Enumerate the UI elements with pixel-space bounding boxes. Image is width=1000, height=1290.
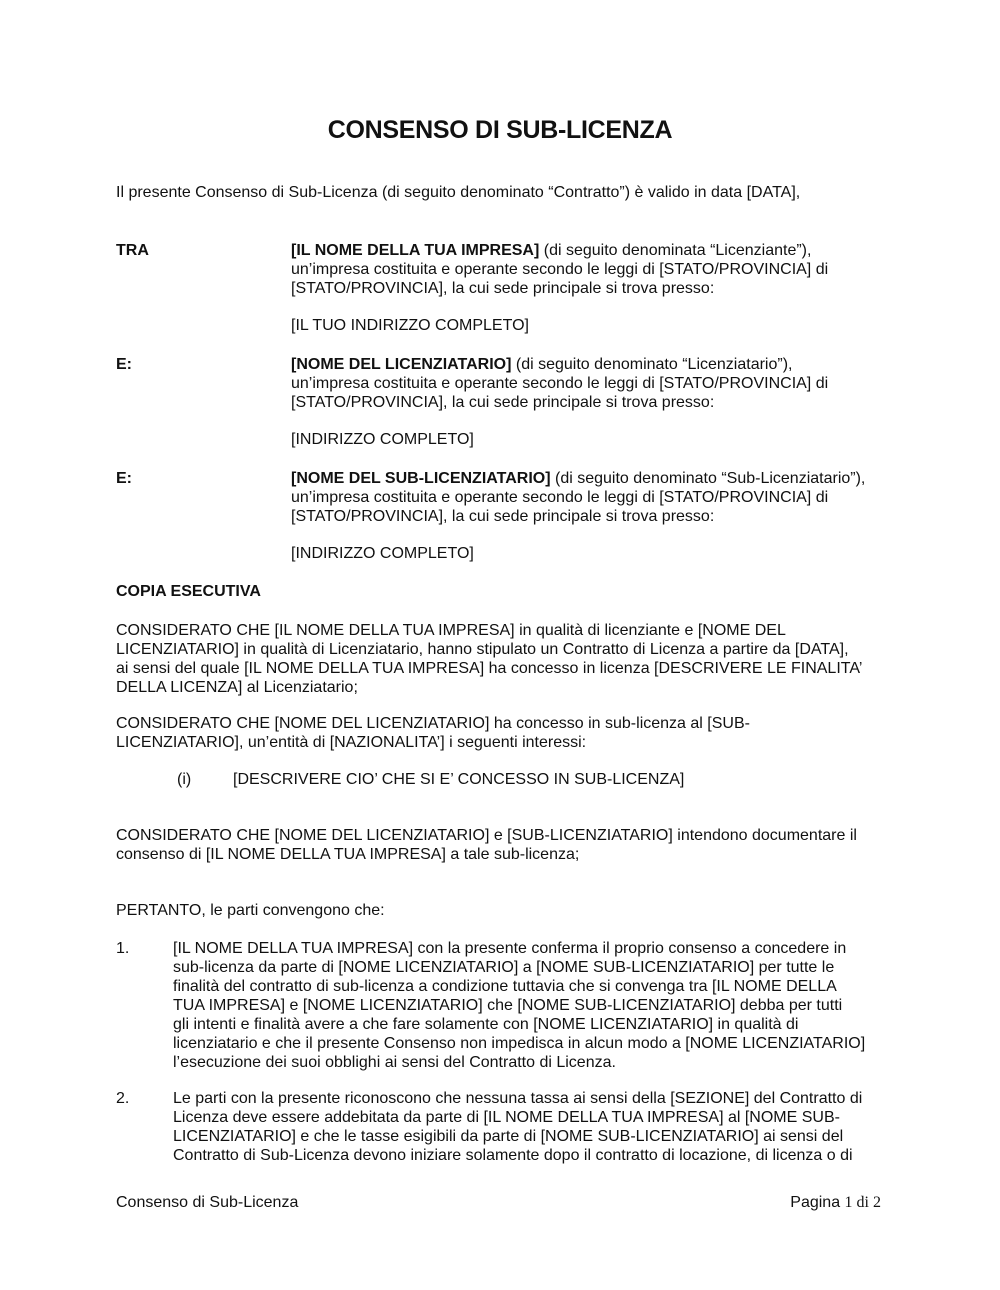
document-title: CONSENSO DI SUB-LICENZA — [327, 116, 673, 144]
party-licensor-line1 — [291, 241, 811, 261]
subitem-text: [DESCRIVERE CIO’ CHE SI E’ CONCESSO IN SUB-LICENZA] — [233, 771, 685, 788]
licensor-name: [IL NOME DELLA TUA IMPRESA] — [291, 242, 540, 259]
recital3-line: CONSIDERATO CHE [NOME DEL LICENZIATARIO] e [SUB-LICENZIATARIO] intendono documentare il — [116, 827, 857, 844]
intro-paragraph: Il presente Consenso di Sub-Licenza (di seguito denominato “Contratto”) è valido in data [DATA], — [116, 184, 801, 201]
footer-document-name: Consenso di Sub-Licenza — [116, 1194, 299, 1211]
party-label-sublicensee: E: — [116, 470, 132, 487]
clause-1-line: licenziatario e che il presente Consenso non impedisca in alcun modo a [NOME LICENZIATARIO] — [173, 1035, 866, 1052]
party-sublicensee-line1 — [291, 469, 865, 489]
licensee-name: [NOME DEL LICENZIATARIO] — [291, 356, 512, 373]
recital1-line: LICENZIATARIO] in qualità di Licenziatario, hanno stipulato un Contratto di Licenza a partire da [DATA], — [116, 641, 849, 658]
party-sublicensee-address: [INDIRIZZO COMPLETO] — [291, 545, 474, 562]
sublicensee-name-suffix: (di seguito denominato “Sub-Licenziatario”), — [550, 470, 866, 487]
licensor-name-suffix: (di seguito denominata “Licenziante”), — [539, 242, 812, 259]
recital2-line: LICENZIATARIO], un’entità di [NAZIONALITA’] i seguenti interessi: — [116, 734, 587, 751]
party-licensee-line3: [STATO/PROVINCIA], la cui sede principale si trova presso: — [291, 394, 715, 411]
clause-2-line: Licenza deve essere addebitata da parte di [IL NOME DELLA TUA IMPRESA] al [NOME SUB- — [173, 1109, 840, 1126]
clause-1-number: 1. — [116, 940, 130, 957]
party-label-licensor: TRA — [116, 242, 149, 259]
party-licensee-address: [INDIRIZZO COMPLETO] — [291, 431, 474, 448]
party-licensor-address: [IL TUO INDIRIZZO COMPLETO] — [291, 317, 529, 334]
sublicensee-name: [NOME DEL SUB-LICENZIATARIO] — [291, 470, 551, 487]
recital1-line: ai sensi del quale [IL NOME DELLA TUA IMPRESA] ha concesso in licenza [DESCRIVERE LE FINALITA’ — [116, 660, 863, 677]
clause-2-number: 2. — [116, 1090, 130, 1107]
clause-1-line: TUA IMPRESA] e [NOME LICENZIATARIO] che [NOME SUB-LICENZIATARIO] debba per tutti — [173, 997, 843, 1014]
page-total: 2 — [873, 1194, 881, 1211]
recital2-line: CONSIDERATO CHE [NOME DEL LICENZIATARIO] ha concesso in sub-licenza al [SUB- — [116, 715, 750, 732]
party-sublicensee-line3: [STATO/PROVINCIA], la cui sede principale si trova presso: — [291, 508, 715, 525]
clause-1-line: finalità del contratto di sub-licenza a condizione tuttavia che si convenga tra [IL NOME DELLA — [173, 978, 837, 995]
clause-2-line: LICENZIATARIO] e che le tasse esigibili da parte di [NOME SUB-LICENZIATARIO] ai sensi del — [173, 1128, 844, 1145]
party-licensor-line3: [STATO/PROVINCIA], la cui sede principale si trova presso: — [291, 280, 715, 297]
party-licensee-line2: un’impresa costituita e operante secondo le leggi di [STATO/PROVINCIA] di — [291, 375, 829, 392]
recital1-line: CONSIDERATO CHE [IL NOME DELLA TUA IMPRESA] in qualità di licenziante e [NOME DEL — [116, 622, 786, 639]
clause-1-line: gli intenti e finalità avere a che fare solamente con [NOME LICENZIATARIO] in qualità di — [173, 1016, 799, 1033]
licensee-name-suffix: (di seguito denominato “Licenziatario”), — [511, 356, 793, 373]
clause-1-line: l’esecuzione dei suoi obblighi ai sensi del Contratto di Licenza. — [173, 1054, 616, 1071]
party-licensor-line2: un’impresa costituita e operante secondo le leggi di [STATO/PROVINCIA] di — [291, 261, 829, 278]
section-heading: COPIA ESECUTIVA — [116, 583, 261, 600]
footer-page-indicator — [790, 1193, 881, 1213]
party-sublicensee-line2: un’impresa costituita e operante secondo le leggi di [STATO/PROVINCIA] di — [291, 489, 829, 506]
therefore-paragraph: PERTANTO, le parti convengono che: — [116, 902, 385, 919]
recital3-line: consenso di [IL NOME DELLA TUA IMPRESA] a tale sub-licenza; — [116, 846, 580, 863]
clause-2-line: Le parti con la presente riconoscono che nessuna tassa ai sensi della [SEZIONE] del Contratto di — [173, 1090, 863, 1107]
party-licensee-line1 — [291, 355, 792, 375]
page-number: 1 — [844, 1194, 853, 1211]
recital1-line: DELLA LICENZA] al Licenziatario; — [116, 679, 358, 696]
clause-2-line: Contratto di Sub-Licenza devono iniziare solamente dopo il contratto di locazione, di licenza o di — [173, 1147, 853, 1164]
party-label-licensee: E: — [116, 356, 132, 373]
clause-1-line: sub-licenza da parte di [NOME LICENZIATARIO] a [NOME SUB-LICENZIATARIO] per tutte le — [173, 959, 835, 976]
subitem-marker: (i) — [177, 771, 192, 788]
page-of: di — [852, 1194, 873, 1211]
page-label: Pagina — [790, 1194, 845, 1211]
clause-1-line: [IL NOME DELLA TUA IMPRESA] con la presente conferma il proprio consenso a concedere in — [173, 940, 847, 957]
